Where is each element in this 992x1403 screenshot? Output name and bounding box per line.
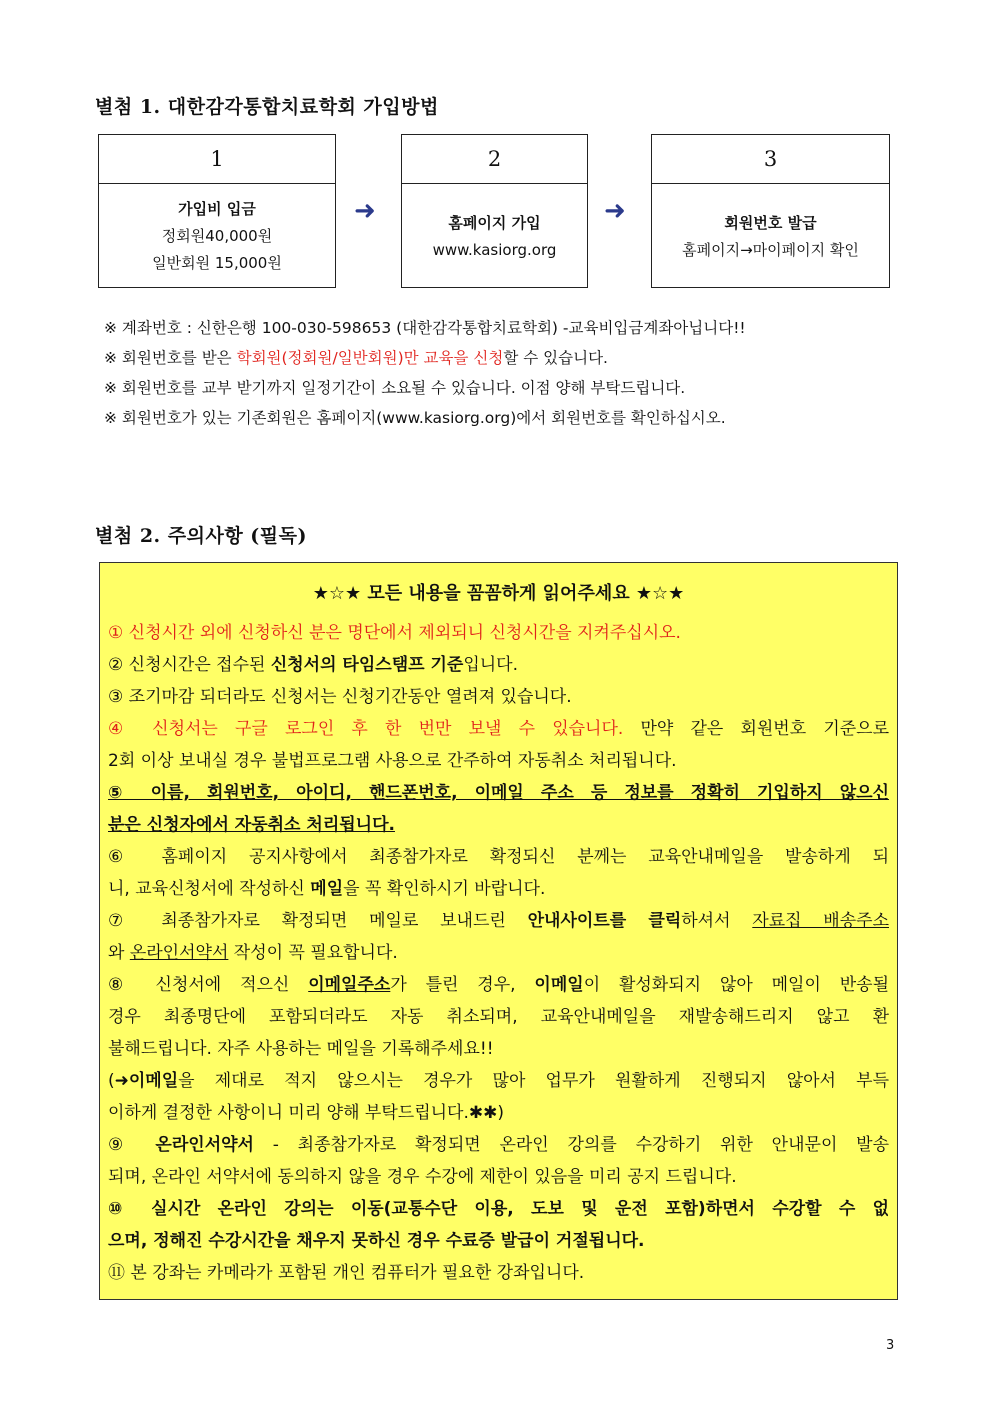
note-account: ※ 계좌번호 : 신한은행 100-030-598653 (대한감각통합치료학회) -교육비입금계좌아닙니다!! (104, 319, 746, 337)
step-2-number: 2 (402, 135, 587, 184)
item-7-line2: 와 온라인서약서 작성이 꼭 필요합니다. (108, 943, 398, 963)
notes-list (104, 313, 904, 433)
step-3-box (651, 134, 890, 288)
item-6-line2: 니, 교육신청서에 작성하신 메일을 꼭 확인하시기 바랍니다. (108, 879, 546, 899)
step-2-heading: 홈페이지 가입 (448, 213, 541, 232)
step-2-box (401, 134, 588, 288)
item-8-line1: ⑧ 신청서에 적으신 이메일주소가 틀린 경우, 이메일이 활성화되지 않아 메일이 반송될 (108, 975, 890, 995)
section2-title: 별첨 2. 주의사항 (필독) (95, 525, 307, 547)
item-11: ⑪ 본 강좌는 카메라가 포함된 개인 컴퓨터가 필요한 강좌입니다. (108, 1263, 585, 1283)
section1-title: 별첨 1. 대한감각통합치료학회 가입방법 (95, 96, 439, 118)
step-3-heading: 회원번호 발급 (724, 213, 817, 232)
item-7-line1: ⑦ 최종참가자로 확정되면 메일로 보내드린 안내사이트를 클릭하셔서 자료집 배송주소 (108, 911, 889, 931)
arrow-right-icon: ➜ (354, 196, 376, 226)
note-existing-member: ※ 회원번호가 있는 기존회원은 홈페이지(www.kasiorg.org)에서 회원번호를 확인하십시오. (104, 409, 726, 427)
item-5-line2: 분은 신청자에서 자동취소 처리됩니다. (108, 815, 395, 835)
item-2: ② 신청시간은 접수된 신청서의 타임스탬프 기준입니다. (108, 655, 518, 675)
page-number: 3 (886, 1338, 895, 1353)
step-3-number: 3 (652, 135, 889, 184)
note-member-only: ※ 회원번호를 받은 학회원(정회원/일반회원)만 교육을 신청할 수 있습니다. (104, 349, 608, 367)
arrow-right-icon: ➜ (604, 196, 626, 226)
item-10-line2: 으며, 정해진 수강시간을 채우지 못하신 경우 수료증 발급이 거절됩니다. (108, 1231, 645, 1251)
step-2-line1: www.kasiorg.org (432, 240, 557, 259)
item-9-line1: ⑨ 온라인서약서 - 최종참가자로 확정되면 온라인 강의를 수강하기 위한 안내문이 발송 (108, 1135, 889, 1155)
precautions-heading: ★☆★ 모든 내용을 꼼꼼하게 읽어주세요 ★☆★ (312, 583, 685, 604)
step-1-number: 1 (99, 135, 335, 184)
item-8-line3: 불해드립니다. 자주 사용하는 메일을 기록해주세요!! (108, 1039, 494, 1059)
note-issue-time: ※ 회원번호를 교부 받기까지 일정기간이 소요될 수 있습니다. 이점 양해 부탁드립니다. (104, 379, 686, 397)
item-4-line2: 2회 이상 보내실 경우 불법프로그램 사용으로 간주하여 자동취소 처리됩니다. (108, 751, 677, 771)
item-4-line1: ④ 신청서는 구글 로그인 후 한 번만 보낼 수 있습니다. 만약 같은 회원번호 기준으로 (108, 719, 890, 739)
item-9-line2: 되며, 온라인 서약서에 동의하지 않을 경우 수강에 제한이 있음을 미리 공지 드립니다. (108, 1167, 737, 1187)
step-1-line2: 일반회원 15,000원 (152, 254, 282, 272)
step-1-heading: 가입비 입금 (178, 200, 256, 218)
item-8-line2: 경우 최종명단에 포함되더라도 자동 취소되며, 교육안내메일을 재발송해드리지 않고 환 (108, 1007, 889, 1027)
item-3: ③ 조기마감 되더라도 신청서는 신청기간동안 열려져 있습니다. (108, 687, 572, 707)
item-1: ① 신청시간 외에 신청하신 분은 명단에서 제외되니 신청시간을 지켜주십시오. (108, 623, 681, 643)
item-8-line5: 이하게 결정한 사항이니 미리 양해 부탁드립니다.✱✱) (108, 1103, 504, 1123)
precautions-box (99, 562, 898, 1300)
item-6-line1: ⑥ 홈페이지 공지사항에서 최종참가자로 확정되신 분께는 교육안내메일을 발송하게 되 (108, 847, 889, 867)
item-5-line1: ⑤ 이름, 회원번호, 아이디, 핸드폰번호, 이메일 주소 등 정보를 정확히 기입하지 않으신 (108, 783, 889, 803)
item-8-line4: (➜이메일을 제대로 적지 않으시는 경우가 많아 업무가 원활하게 진행되지 않아서 부득 (108, 1071, 889, 1091)
step-1-line1: 정회원40,000원 (161, 227, 273, 245)
step-1-box (98, 134, 336, 288)
item-10-line1: ⑩ 실시간 온라인 강의는 이동(교통수단 이용, 도보 및 운전 포함)하면서 수강할 수 없 (108, 1199, 889, 1219)
step-3-line1: 홈페이지→마이페이지 확인 (682, 240, 859, 259)
